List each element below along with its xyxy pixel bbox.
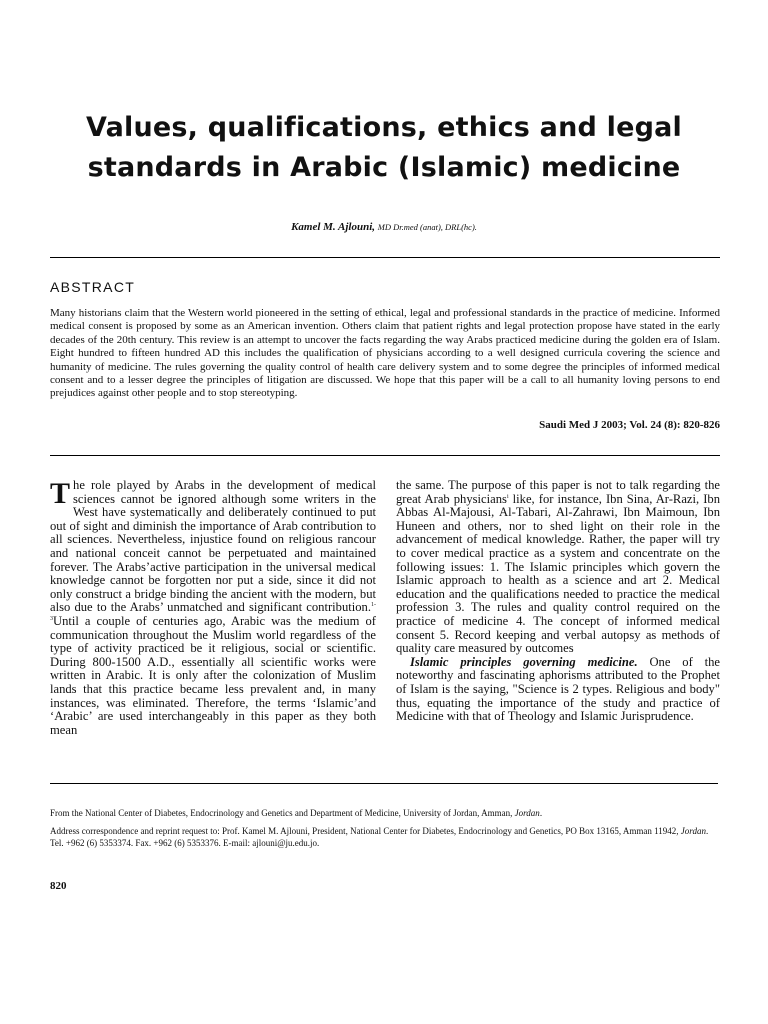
page-number: 820 xyxy=(50,880,67,892)
abstract-text: Many historians claim that the Western world pioneered in the setting of ethical, legal and professional standards in the practice of medicine. Informed medical consent is proposed by some as an American invention. Others claim that patient rights and legal protection propose have stated in the early decades of the 20th century. This review is an attempt to uncover the facts regarding the way Arabs practiced medicine during the golden era of Islam. Eight hundred to fifteen hundred AD this includes the qualification of physicians according to a well designed curricula covering the science and humanity of medicine. The rules governing the quality control of health care delivery system and to some degree the principles of informed medical consent and to a lesser degree the principles of litigation are discussed. We hope that this paper will be a call to all humanity loving persons to end prejudices against other people and to stop stereotyping. xyxy=(50,307,720,400)
paper-title-line-1: Values, qualifications, ethics and legal xyxy=(85,112,683,143)
paper-title xyxy=(40,108,728,188)
author-name: Kamel M. Ajlouni, xyxy=(291,221,376,233)
correspondence-text: Address correspondence and reprint request to: Prof. Kamel M. Ajlouni, President, National Center for Diabetes, Endocrinology and Genetics, PO Box 13165, Amman 11942, xyxy=(50,826,681,836)
body-right-text-b: like, for instance, Ibn Sina, Ar-Razi, Ibn Abbas Al-Majousi, Al-Tabari, Al-Zahrawi, Ibn Maimoun, Ibn Huneen and others, nor to shed light on their role in the advancement of medical knowledge. Rather, the paper will try to cover medical practice as a system and concentrate on the following issues: 1. The Islamic principles which govern the Islamic approach to health as a science and art 2. Medical education and the qualifications needed to practice the medical profession 3. The rules and quality control required on the practice of medicine 4. The concept of informed medical consent 5. Record keeping and verbal autopsy as methods of quality care measured by outcomes xyxy=(396,491,720,656)
journal-citation: Saudi Med J 2003; Vol. 24 (8): 820-826 xyxy=(539,419,720,431)
abstract-divider xyxy=(50,455,720,456)
affiliation-country: Jordan xyxy=(514,808,540,818)
correspondence-contact: . Tel. +962 (6) 5353374. Fax. +962 (6) 5353376. E-mail: ajlouni@ju.edu.jo. xyxy=(50,826,709,849)
author-line xyxy=(40,221,728,233)
header-divider xyxy=(50,257,720,258)
affiliation-text: From the National Center of Diabetes, Endocrinology and Genetics and Department of Medicine, University of Jordan, Amman, xyxy=(50,808,515,818)
correspondence-country: Jordan xyxy=(680,826,706,836)
drop-cap: T xyxy=(50,477,71,510)
abstract-heading: ABSTRACT xyxy=(50,279,136,295)
correspondence-footnote xyxy=(50,825,722,849)
body-column-left xyxy=(50,479,376,737)
body-left-text-a: he role played by Arabs in the development of medical sciences cannot be ignored although some writers in the West have systematically and deliberately continued to put out of sight and diminish the importance of Arab contribution to all sciences. Nevertheless, injustice found on religious rancour and national conceit cannot be perpetuated and maintained forever. The Arabs’active participation in the universal medical knowledge cannot be forgotten nor put a side, since it did not only construct a bridge binding the ancient with the modern, but also due to the Arabs’ unmatched and significant contribution. xyxy=(50,478,376,615)
body-left-text-b: Until a couple of centuries ago, Arabic was the medium of communication throughout the Muslim world regardless of the type of activity practiced be it religious, social or scientific. During 800-1500 A.D., essentially all scientific works were written in Arabic. It is only after the colonization of Muslim lands that this practice became less prevalent and, in many instances, was eliminated. Therefore, the terms ‘Islamic’and ‘Arabic’ are used interchangeably in this paper as they both mean xyxy=(50,613,376,737)
affiliation-suffix: . xyxy=(539,808,543,818)
reference-superscript: i xyxy=(506,493,509,500)
paper-title-line-2: standards in Arabic (Islamic) medicine xyxy=(87,152,681,183)
body-column-right xyxy=(396,479,720,724)
body-right-text-c: One of the noteworthy and fascinating aphorisms attributed to the Prophet of Islam is the saying, "Science is 2 types. Religious and body" thus, equating the importance of the study and practice of Medicine with that of Theology and Islamic Jurisprudence. xyxy=(396,654,720,724)
affiliation-footnote xyxy=(50,807,722,819)
section-subheading: Islamic principles governing medicine. xyxy=(410,654,638,669)
footnote-divider xyxy=(50,783,718,784)
body-right-text-a: the same. The purpose of this paper is not to talk regarding the great Arab physicians xyxy=(396,478,720,506)
reference-superscript: 1-3 xyxy=(50,602,376,622)
author-credentials: MD Dr.med (anat), DRL(hc). xyxy=(377,222,477,232)
